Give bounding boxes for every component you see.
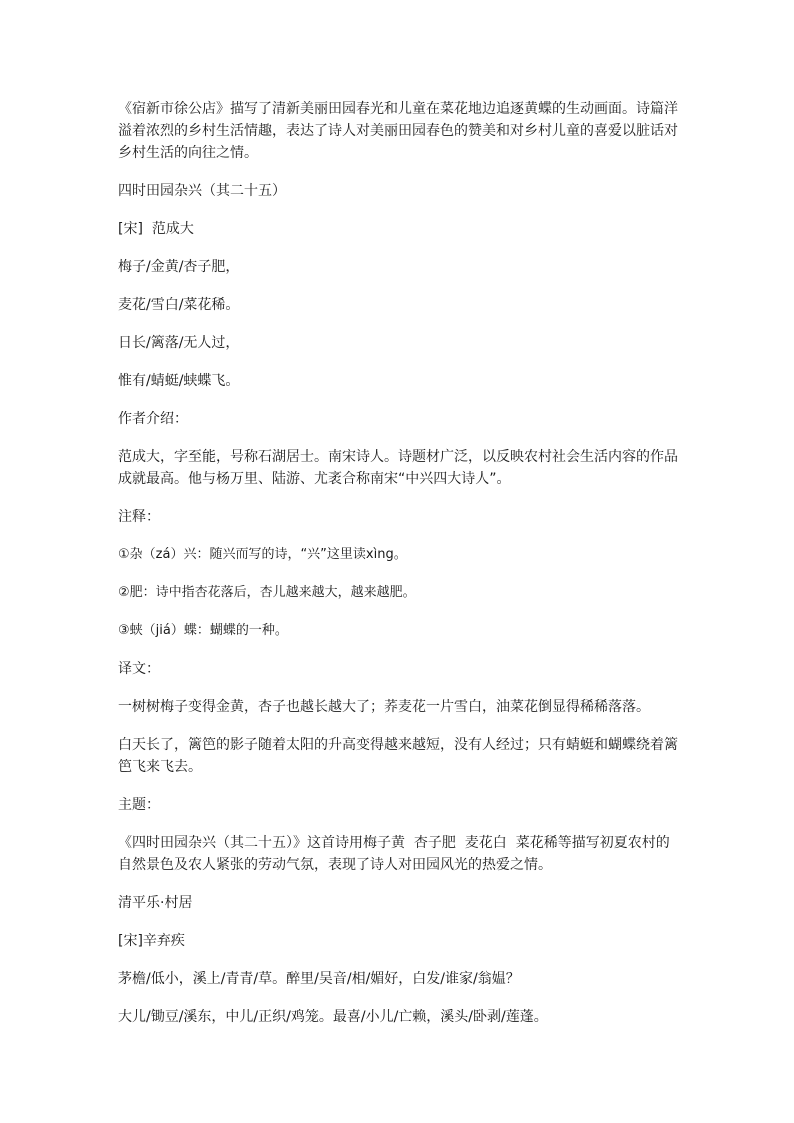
section-heading-translation: 译文： — [118, 661, 160, 677]
poem-title: 四时田园杂兴（其二十五） — [118, 183, 286, 199]
poem-line: 惟有/蜻蜓/蛱蝶飞。 — [118, 373, 240, 389]
poem-line: 梅子/金黄/杏子肥， — [118, 259, 240, 275]
section-heading-theme: 主题： — [118, 797, 160, 813]
poem-author: [宋] 范成大 — [118, 221, 194, 237]
translation-paragraph: 白天长了，篱笆的影子随着太阳的升高变得越来越短，没有人经过；只有蜻蜓和蝴蝶绕着篱笆飞来飞去。 — [118, 737, 678, 775]
poem-line: 茅檐/低小，溪上/青青/草。醉里/吴音/相/媚好，白发/谁家/翁媪？ — [118, 971, 520, 987]
translation-paragraph: 一树树梅子变得金黄，杏子也越长越大了；荞麦花一片雪白，油菜花倒显得稀稀落落。 — [118, 699, 650, 715]
poem-line: 日长/篱落/无人过， — [118, 335, 240, 351]
author-intro: 范成大，字至能，号称石湖居士。南宋诗人。诗题材广泛，以反映农村社会生活内容的作品成就最高。他与杨万里、陆游、尤袤合称南宋“中兴四大诗人”。 — [118, 449, 678, 487]
poem-line: 麦花/雪白/菜花稀。 — [118, 297, 240, 313]
poem-line: 大儿/锄豆/溪东，中儿/正织/鸡笼。最喜/小儿/亡赖，溪头/卧剥/莲蓬。 — [118, 1009, 548, 1025]
poem-author: [宋]辛弃疾 — [118, 933, 185, 949]
intro-paragraph: 《宿新市徐公店》描写了清新美丽田园春光和儿童在菜花地边追逐黄蝶的生动画面。诗篇洋溢着浓烈的乡村生活情趣，表达了诗人对美丽田园春色的赞美和对乡村儿童的喜爱以脏话对乡村生活的向往之情。 — [118, 101, 678, 161]
section-heading-author: 作者介绍： — [118, 411, 188, 427]
note-item: ①杂（zá）兴：随兴而写的诗，“兴”这里读xìng。 — [118, 547, 407, 562]
poem-title: 清平乐·村居 — [118, 895, 193, 911]
document-body — [118, 98, 678, 1028]
section-heading-notes: 注释： — [118, 509, 160, 525]
note-item: ②肥：诗中指杏花落后，杏儿越来越大，越来越肥。 — [118, 585, 416, 600]
theme-paragraph: 《四时田园杂兴（其二十五）》这首诗用梅子黄 杏子肥 麦花白 菜花稀等描写初夏农村的自然景色及农人紧张的劳动气氛，表现了诗人对田园风光的热爱之情。 — [118, 835, 670, 873]
note-item: ③蛱（jiá）蝶：蝴蝶的一种。 — [118, 623, 288, 638]
